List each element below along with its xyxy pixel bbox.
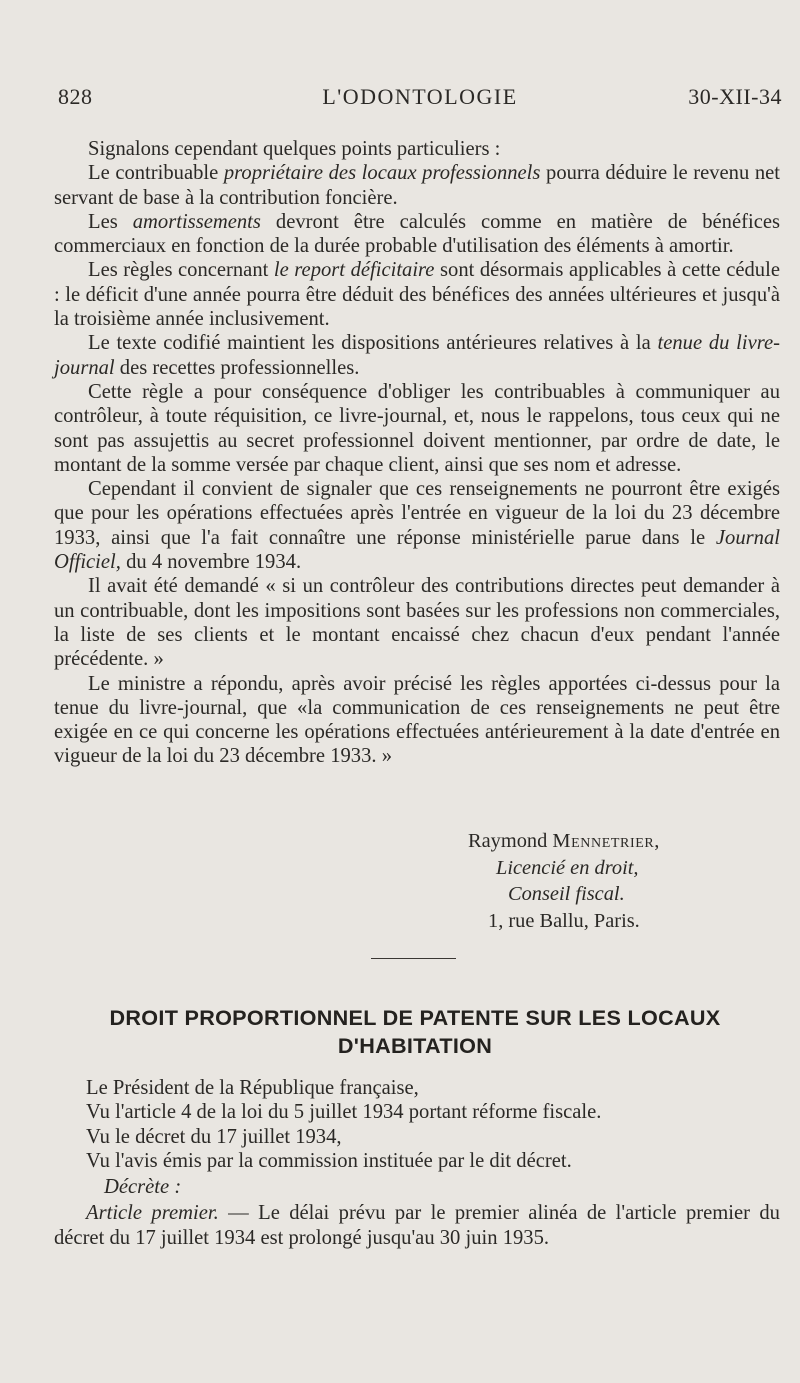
page-number: 828: [58, 84, 93, 109]
section-divider: [371, 958, 456, 959]
author-degree: Licencié en droit,: [496, 856, 639, 879]
paragraph: Le ministre a répondu, après avoir précisé les règles apportées ci-dessus pour la tenue du livre-journal, que «la communication de ces renseignements ne peut être exigée en ce qui concerne les opérations effectuées antérieurement à la date d'entrée en vigueur de la loi du 23 décembre 1933. »: [54, 672, 780, 768]
decree-keyword: Décrète :: [104, 1176, 182, 1199]
decree-line: Vu l'avis émis par la commission instituée par le dit décret.: [86, 1149, 572, 1172]
decree-line: Vu le décret du 17 juillet 1934,: [86, 1125, 342, 1148]
decree-body: [54, 1076, 780, 1250]
section-heading: DROIT PROPORTIONNEL DE PATENTE SUR LES LOCAUX D'HABITATION: [109, 1005, 721, 1058]
paragraph: Le texte codifié maintient les dispositions antérieures relatives à la tenue du livre-journal des recettes professionnelles.: [54, 332, 780, 379]
paragraph: Les amortissements devront être calculés comme en matière de bénéfices commerciaux en fonction de la durée probable d'utilisation des éléments à amortir.: [54, 210, 780, 258]
paragraph: Le contribuable propriétaire des locaux professionnels pourra déduire le revenu net servant de base à la contribution foncière.: [54, 162, 781, 209]
paragraph: Signalons cependant quelques points particuliers :: [88, 138, 501, 160]
issue-date: 30-XII-34: [688, 84, 782, 109]
paragraph: Les règles concernant le report déficitaire sont désormais applicables à cette cédule : le déficit d'une année pourra être déduit des bénéfices des années ultérieures et jusqu'à la troisième année inclusivement.: [54, 259, 780, 331]
paragraph: Cette règle a pour conséquence d'obliger les contribuables à communiquer au contrôleur, à toute réquisition, ce livre-journal, et, nous le rappelons, tous ceux qui ne sont pas assujettis au secret professionnel doivent mentionner, par ordre de date, le montant de la somme versée par chaque client, ainsi que ses nom et adresse.: [54, 380, 780, 476]
decree-line: Le Président de la République française,: [86, 1077, 419, 1099]
author-signature: [468, 828, 788, 934]
running-header: [58, 84, 782, 118]
article-body: [54, 137, 780, 769]
decree-line: Vu l'article 4 de la loi du 5 juillet 1934 portant réforme fiscale.: [86, 1101, 602, 1124]
decree-article: Article premier. — Le délai prévu par le premier alinéa de l'article premier du décret du 17 juillet 1934 est prolongé jusqu'au 30 juin 1935.: [54, 1202, 780, 1249]
author-address: 1, rue Ballu, Paris.: [488, 909, 640, 932]
paragraph: Il avait été demandé « si un contrôleur des contributions directes peut demander à un contribuable, dont les impositions sont basées sur les professions non commerciales, la liste de ses clients et le montant encaissé chez chacun d'eux pendant l'année précédente. »: [54, 575, 780, 671]
author-title: Conseil fiscal.: [508, 883, 625, 905]
author-name: Raymond Mennetrier,: [468, 830, 660, 852]
paragraph: Cependant il convient de signaler que ces renseignements ne pourront être exigés que pour les opérations effectuées après l'entrée en vigueur de la loi du 23 décembre 1933, ainsi que l'a fait connaître une réponse ministérielle parue dans le Journal Officiel, du 4 novembre 1934.: [54, 478, 780, 574]
journal-title: L'ODONTOLOGIE: [322, 84, 518, 109]
